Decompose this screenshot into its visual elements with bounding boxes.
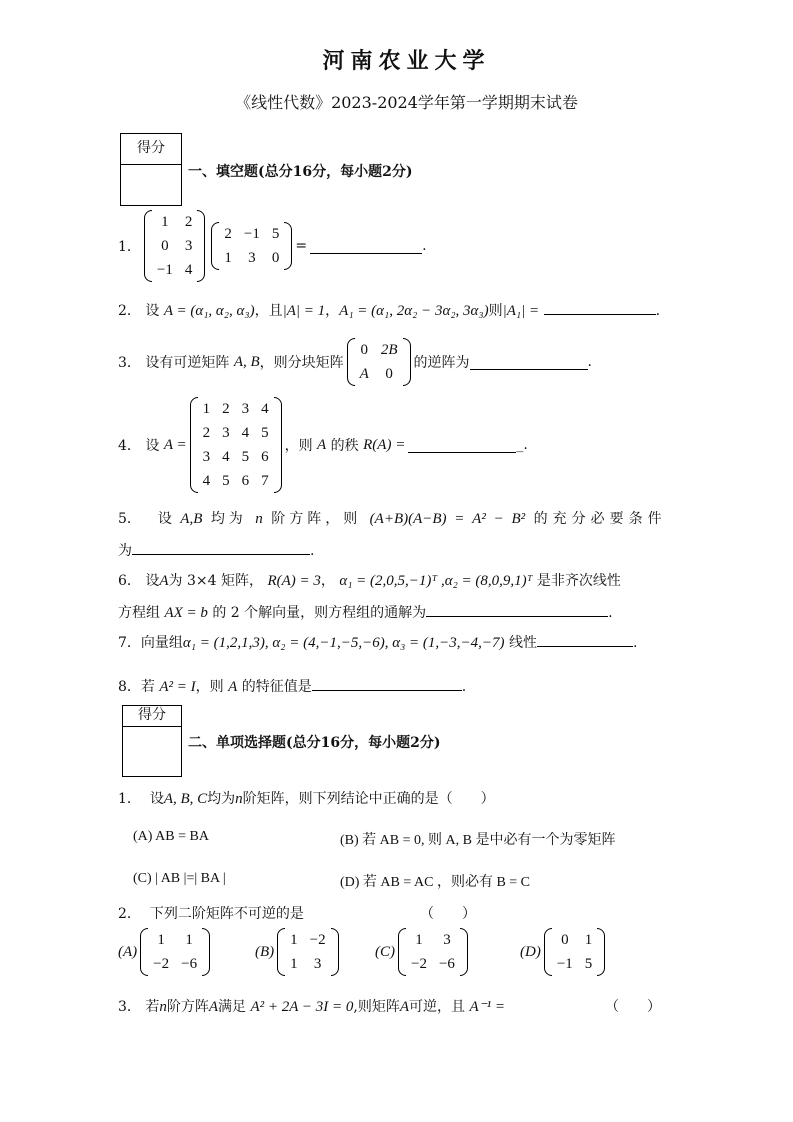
q-number: 7． bbox=[118, 635, 141, 651]
formula: A² + 2A − 3I = 0 bbox=[250, 999, 354, 1015]
matrix-cell: 2 bbox=[202, 425, 211, 441]
s2-question-1 bbox=[118, 788, 495, 808]
matrix-cell: 1 bbox=[584, 932, 593, 948]
s1-question-7 bbox=[118, 632, 637, 652]
matrix-cell: −1 bbox=[556, 956, 573, 972]
matrix-cell: 3 bbox=[443, 932, 451, 948]
option-c[interactable]: (C) | AB |=| BA | bbox=[133, 871, 226, 886]
text: ，且 bbox=[254, 303, 283, 319]
period: . bbox=[310, 543, 315, 559]
section2-heading: 二、单项选择题(总分16分，每小题2分) bbox=[188, 735, 441, 751]
matrix-cell: 7 bbox=[261, 473, 269, 489]
formula: A bbox=[317, 436, 327, 453]
matrix-row bbox=[551, 928, 598, 952]
s2-question-3 bbox=[118, 996, 505, 1016]
text: 设 bbox=[157, 511, 172, 527]
answer-blank[interactable] bbox=[544, 300, 656, 315]
matrix-cell: 3 bbox=[184, 238, 193, 254]
answer-blank[interactable] bbox=[310, 239, 422, 254]
text: 若 bbox=[145, 999, 160, 1015]
formula: (A+B)(A−B) = A² − B² bbox=[369, 511, 526, 527]
matrix-row bbox=[284, 928, 331, 952]
matrix-cell: −6 bbox=[438, 956, 455, 972]
matrix-row bbox=[197, 421, 275, 445]
matrix-cell: 4 bbox=[261, 401, 269, 417]
text: 为 3×4 矩阵， bbox=[168, 573, 263, 589]
text: 均为 bbox=[210, 511, 247, 527]
text: 阶矩阵，则下列结论中正确的是（ ） bbox=[242, 791, 495, 807]
matrix-row bbox=[197, 397, 275, 421]
s1-question-6-line2 bbox=[118, 602, 613, 622]
text: ，则分块矩阵 bbox=[259, 355, 344, 371]
option-label: (A) bbox=[118, 943, 138, 960]
matrix-cell: 3 bbox=[248, 250, 256, 266]
s1-question-6 bbox=[118, 570, 621, 590]
text: 满足 bbox=[218, 999, 247, 1015]
matrix-row bbox=[151, 234, 198, 258]
period: . bbox=[461, 679, 467, 695]
matrix-cell: 1 bbox=[202, 401, 211, 417]
period: _. bbox=[516, 437, 528, 453]
section1-heading: 一、填空题(总分16分，每小题2分) bbox=[188, 164, 413, 180]
option-a[interactable]: (A) AB = BA bbox=[133, 829, 209, 844]
text: ，则 bbox=[195, 679, 224, 695]
text: 均为 bbox=[207, 791, 236, 807]
matrix-cell: 4 bbox=[241, 425, 250, 441]
s2-question-2 bbox=[118, 903, 304, 923]
matrix bbox=[398, 928, 468, 976]
q-number: 3． bbox=[118, 999, 141, 1015]
matrix-cell: 1 bbox=[185, 932, 193, 948]
option-d-matrix[interactable] bbox=[520, 928, 608, 976]
matrix-row bbox=[218, 246, 285, 270]
university-title: 河南农业大学 bbox=[322, 48, 491, 74]
text: 的充分必要条件 bbox=[533, 511, 667, 527]
period: . bbox=[587, 354, 592, 370]
matrix-cell: 0 bbox=[561, 932, 569, 948]
matrix-table bbox=[147, 928, 203, 976]
text: 可逆，且 bbox=[409, 999, 466, 1015]
text: 方程组 bbox=[118, 605, 160, 621]
matrix bbox=[277, 928, 338, 976]
answer-blank[interactable] bbox=[537, 632, 633, 647]
formula: R(A) = bbox=[363, 436, 406, 453]
formula: A bbox=[159, 573, 169, 589]
matrix-row bbox=[354, 338, 404, 362]
q-number: 4． bbox=[118, 438, 141, 454]
text: 是非齐次线性 bbox=[536, 573, 621, 589]
formula: α₁ = (2,0,5,−1)ᵀ ,α₂ = (8,0,9,1)ᵀ bbox=[339, 573, 533, 589]
matrix-row bbox=[551, 952, 598, 976]
q-number: 6． bbox=[118, 573, 141, 589]
text: 设 bbox=[145, 303, 160, 319]
matrix-row bbox=[147, 952, 203, 976]
matrix-cell: 4 bbox=[222, 449, 230, 465]
s1-question-3 bbox=[118, 338, 592, 386]
formula: |A₁| = bbox=[502, 303, 540, 319]
text: 的 2 个解向量，则方程组的通解为 bbox=[212, 605, 427, 621]
s1-question-1 bbox=[118, 210, 427, 282]
text: 下列二阶矩阵不可逆的是 bbox=[149, 906, 304, 922]
matrix bbox=[140, 928, 210, 976]
matrix-cell: A bbox=[359, 366, 369, 382]
matrix-row bbox=[405, 928, 461, 952]
formula: A₁ = (α₁, 2α₂ − 3α₂, 3α₃) bbox=[339, 303, 489, 319]
matrix-cell: 2 bbox=[184, 214, 193, 230]
matrix bbox=[211, 222, 292, 270]
formula: A, B bbox=[233, 353, 260, 370]
matrix-cell: 0 bbox=[385, 366, 393, 382]
formula: A = (α₁, α₂, α₃) bbox=[163, 303, 255, 319]
matrix-cell: 3 bbox=[241, 401, 250, 417]
text: 阶方阵 bbox=[166, 999, 209, 1015]
text: 的逆阵为 bbox=[413, 355, 470, 371]
answer-blank[interactable] bbox=[132, 540, 310, 555]
q-number: 1． bbox=[118, 239, 141, 255]
matrix-table bbox=[354, 338, 404, 386]
formula: n bbox=[255, 511, 263, 527]
q-number: 5． bbox=[118, 511, 141, 527]
matrix-row bbox=[354, 362, 404, 386]
score-box-2 bbox=[122, 705, 182, 777]
option-label: (D) bbox=[520, 943, 541, 960]
matrix-cell: −2 bbox=[411, 956, 427, 972]
matrix-cell: 0 bbox=[271, 250, 280, 266]
matrix-table bbox=[284, 928, 331, 976]
s1-question-8 bbox=[118, 676, 466, 696]
text: ， bbox=[320, 573, 335, 589]
matrix-cell: 3 bbox=[202, 449, 211, 465]
s1-question-4 bbox=[118, 397, 528, 493]
formula: A,B bbox=[180, 511, 203, 527]
matrix-cell: 1 bbox=[161, 214, 169, 230]
text: ，则 bbox=[284, 438, 313, 454]
matrix-row bbox=[147, 928, 203, 952]
matrix-cell: 5 bbox=[271, 226, 280, 242]
matrix-cell: 5 bbox=[241, 449, 250, 465]
period: . bbox=[422, 238, 427, 254]
matrix-cell: 5 bbox=[261, 425, 269, 441]
text: 设 bbox=[145, 573, 160, 589]
matrix-cell: −1 bbox=[156, 262, 173, 278]
matrix-cell: 6 bbox=[261, 449, 269, 465]
matrix-cell: 3 bbox=[222, 425, 230, 441]
text: 阶方阵，则 bbox=[271, 511, 362, 527]
matrix-table bbox=[405, 928, 461, 976]
score-label: 得分 bbox=[123, 706, 181, 727]
period: . bbox=[632, 635, 638, 651]
option-d[interactable]: (D) 若 AB = AC ，则必有 B = C bbox=[340, 875, 531, 890]
equals: = bbox=[295, 238, 308, 254]
text: ,则矩阵 bbox=[353, 999, 400, 1015]
period: . bbox=[608, 605, 613, 621]
formula: A² = I bbox=[159, 679, 196, 695]
text: 向量组 bbox=[140, 635, 183, 651]
matrix-cell: 2 bbox=[222, 401, 230, 417]
q-number: 3． bbox=[118, 355, 141, 371]
score-box-1 bbox=[120, 133, 182, 206]
matrix-row bbox=[151, 210, 198, 234]
matrix-cell: −6 bbox=[181, 956, 198, 972]
text: 的秩 bbox=[330, 438, 359, 454]
matrix-cell: 0 bbox=[360, 342, 368, 358]
matrix-cell: 1 bbox=[415, 932, 423, 948]
formula: A bbox=[208, 999, 219, 1015]
option-a-matrix[interactable] bbox=[118, 928, 213, 976]
text: 设 bbox=[145, 438, 160, 454]
option-b-matrix[interactable] bbox=[255, 928, 342, 976]
option-b[interactable]: (B) 若 AB = 0, 则 A, B 是中必有一个为零矩阵 bbox=[340, 833, 616, 848]
formula: A = bbox=[163, 436, 187, 453]
answer-blank[interactable] bbox=[312, 676, 462, 691]
formula: A⁻¹ = bbox=[469, 999, 505, 1015]
matrix-table bbox=[151, 210, 198, 282]
text: 则 bbox=[488, 303, 503, 319]
matrix bbox=[190, 397, 282, 493]
formula: AX = b bbox=[164, 605, 208, 621]
matrix bbox=[347, 338, 411, 386]
matrix-cell: 1 bbox=[224, 250, 232, 266]
matrix-cell: 4 bbox=[202, 473, 211, 489]
q-number: 2． bbox=[118, 906, 141, 922]
matrix-row bbox=[151, 258, 198, 282]
text: 若 bbox=[140, 679, 155, 695]
matrix-cell: 1 bbox=[290, 932, 298, 948]
formula: n bbox=[159, 999, 167, 1015]
matrix-cell: −1 bbox=[243, 226, 260, 242]
option-label: (B) bbox=[255, 943, 275, 960]
matrix-row bbox=[197, 445, 275, 469]
matrix-cell: 1 bbox=[290, 956, 298, 972]
formula: A bbox=[228, 679, 238, 695]
q-number: 1． bbox=[118, 791, 141, 807]
matrix-cell: 3 bbox=[313, 956, 322, 972]
answer-blank[interactable] bbox=[426, 602, 608, 617]
answer-paren[interactable]: （ ） bbox=[420, 906, 476, 922]
matrix-cell: 1 bbox=[157, 932, 165, 948]
answer-blank[interactable] bbox=[408, 438, 516, 453]
matrix-table bbox=[197, 397, 275, 493]
matrix-cell: −2 bbox=[153, 956, 170, 972]
matrix-cell: 5 bbox=[584, 956, 593, 972]
q-number: 2． bbox=[118, 303, 141, 319]
answer-blank[interactable] bbox=[470, 355, 588, 370]
text: 线性 bbox=[508, 635, 537, 651]
formula: |A| = 1 bbox=[282, 303, 326, 319]
s1-question-5-line2 bbox=[118, 540, 314, 560]
matrix-cell: −2 bbox=[309, 932, 326, 948]
matrix-cell: 0 bbox=[161, 238, 169, 254]
matrix-cell: 2B bbox=[380, 342, 398, 358]
q-number: 8． bbox=[118, 679, 141, 695]
s1-question-5 bbox=[118, 508, 667, 528]
period: . bbox=[655, 303, 661, 319]
matrix-row bbox=[405, 952, 461, 976]
exam-subtitle: 《线性代数》2023-2024学年第一学期期末试卷 bbox=[235, 93, 578, 112]
s1-question-2 bbox=[118, 300, 660, 320]
matrix-cell: 2 bbox=[224, 226, 232, 242]
formula: A bbox=[399, 999, 410, 1015]
score-label: 得分 bbox=[121, 134, 181, 165]
text: 为 bbox=[118, 543, 132, 559]
option-c-matrix[interactable] bbox=[375, 928, 471, 976]
matrix-cell: 6 bbox=[241, 473, 250, 489]
answer-paren[interactable]: （ ） bbox=[605, 999, 661, 1015]
matrix-row bbox=[197, 469, 275, 493]
matrix bbox=[144, 210, 205, 282]
matrix-cell: 4 bbox=[184, 262, 193, 278]
option-label: (C) bbox=[375, 943, 395, 960]
matrix-cell: 5 bbox=[222, 473, 230, 489]
text: ， bbox=[325, 303, 340, 319]
matrix bbox=[544, 928, 605, 976]
formula: A, B, C bbox=[163, 791, 208, 807]
text: 的特征值是 bbox=[241, 679, 312, 695]
matrix-row bbox=[218, 222, 285, 246]
text: 设有可逆矩阵 bbox=[145, 355, 230, 371]
formula: α₁ = (1,2,1,3), α₂ = (4,−1,−5,−6), α₃ = (1,−3,−4,−7) bbox=[182, 635, 505, 651]
matrix-table bbox=[551, 928, 598, 976]
text: 设 bbox=[149, 791, 164, 807]
matrix-row bbox=[284, 952, 331, 976]
formula: R(A) = 3 bbox=[267, 573, 321, 589]
matrix-table bbox=[218, 222, 285, 270]
formula: n bbox=[235, 791, 243, 807]
